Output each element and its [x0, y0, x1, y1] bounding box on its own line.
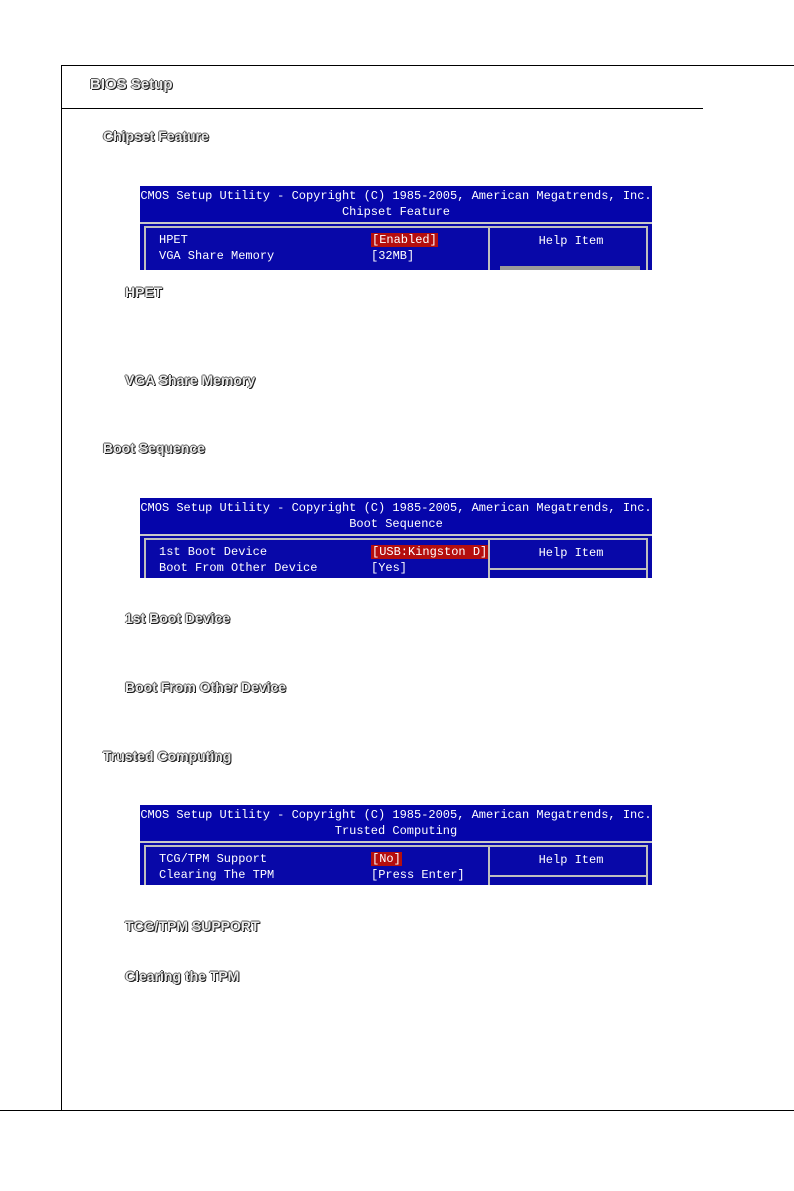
- section-heading-boot-sequence: Boot Sequence: [103, 440, 205, 456]
- bios-help-item-title: Help Item: [538, 234, 604, 248]
- bios-row-value-selected: [No]: [372, 852, 401, 866]
- bios-row-label: Clearing The TPM: [159, 868, 275, 882]
- bios-row-label: Boot From Other Device: [159, 561, 318, 575]
- bios-help-scroll-indicator: [500, 266, 640, 270]
- bios-help-separator: [490, 568, 648, 570]
- bios-screen-title: Trusted Computing: [334, 824, 458, 838]
- bios-row-label: VGA Share Memory: [159, 249, 275, 263]
- section-heading-trusted-computing: Trusted Computing: [103, 748, 232, 764]
- bios-row-value: [Yes]: [371, 561, 408, 575]
- bios-title-separator: [140, 841, 652, 843]
- bios-row-label: 1st Boot Device: [159, 545, 268, 559]
- bios-title-separator: [140, 222, 652, 224]
- bios-row-label: HPET: [159, 233, 188, 247]
- item-heading-clearing-the-tpm: Clearing the TPM: [125, 968, 240, 984]
- section-heading-chipset-feature: Chipset Feature: [103, 128, 209, 144]
- item-heading-boot-from-other-device: Boot From Other Device: [125, 679, 287, 695]
- bios-help-item-title: Help Item: [538, 853, 604, 867]
- bios-title-line: CMOS Setup Utility - Copyright (C) 1985-2005, American Megatrends, Inc.: [140, 808, 652, 822]
- bios-row-value: [32MB]: [371, 249, 415, 263]
- page-bottom-rule: [0, 1110, 794, 1111]
- bios-title-line: CMOS Setup Utility - Copyright (C) 1985-2005, American Megatrends, Inc.: [140, 189, 652, 203]
- item-heading-tcg-tpm-support: TCG/TPM SUPPORT: [125, 918, 260, 934]
- bios-screenshot-trusted-computing: [140, 805, 652, 885]
- bios-row-value-selected: [USB:Kingston D]: [372, 545, 488, 559]
- bios-title-separator: [140, 534, 652, 536]
- page-top-rule: [61, 65, 794, 66]
- bios-screenshot-boot-sequence: [140, 498, 652, 578]
- page-header-title: BIOS Setup: [90, 76, 173, 93]
- item-heading-1st-boot-device: 1st Boot Device: [125, 610, 231, 626]
- bios-help-item-title: Help Item: [538, 546, 604, 560]
- bios-screen-title: Boot Sequence: [349, 517, 443, 531]
- item-heading-vga-share-memory: VGA Share Memory: [125, 372, 256, 388]
- bios-row-value-selected: [Enabled]: [372, 233, 437, 247]
- bios-screen-title: Chipset Feature: [341, 205, 451, 219]
- bios-row-label: TCG/TPM Support: [159, 852, 268, 866]
- bios-title-line: CMOS Setup Utility - Copyright (C) 1985-2005, American Megatrends, Inc.: [140, 501, 652, 515]
- item-heading-hpet: HPET: [125, 284, 163, 300]
- bios-help-separator: [490, 875, 648, 877]
- bios-row-value: [Press Enter]: [371, 868, 465, 882]
- page-left-rule: [61, 65, 62, 1111]
- header-rule: [61, 108, 703, 109]
- bios-screenshot-chipset-feature: [140, 186, 652, 270]
